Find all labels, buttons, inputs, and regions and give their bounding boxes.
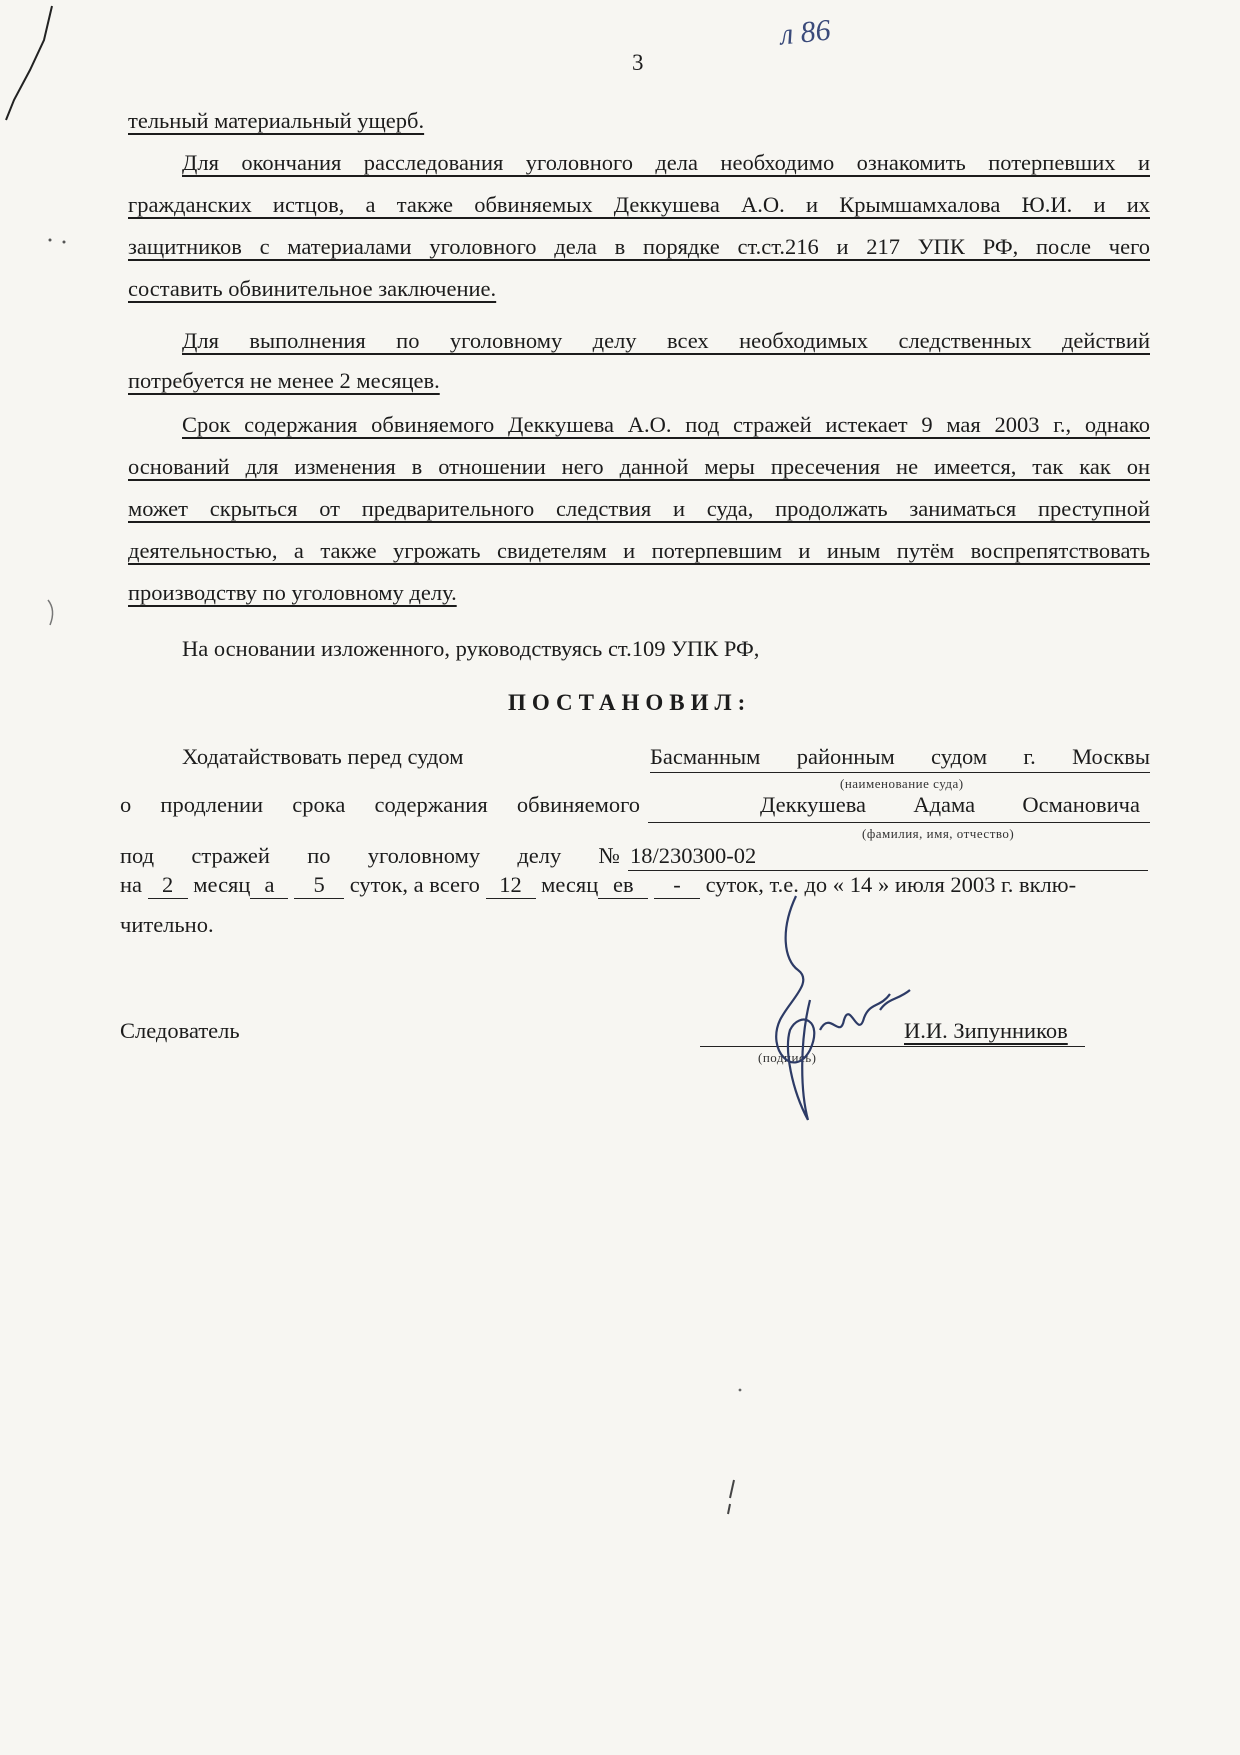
paragraph-3-line: Срок содержания обвиняемого Деккушева А.О. под стражей истекает 9 мая 2003 г., однако	[182, 412, 1150, 437]
paragraph-2-line: Для выполнения по уголовному делу всех необходимых следственных действий	[182, 328, 1150, 353]
paragraph-continuation: тельный материальный ущерб.	[128, 108, 425, 133]
months-suffix: а	[250, 872, 288, 899]
paragraph-4: На основании изложенного, руководствуясь ст.109 УПК РФ,	[182, 636, 760, 661]
months-value: 2	[148, 872, 188, 899]
paragraph-3-line: оснований для изменения в отношении него данной меры пресечения не имеется, так как он	[128, 454, 1150, 479]
paragraph-1-line: защитников с материалами уголовного дела в порядке ст.ст.216 и 217 УПК РФ, после чего	[128, 234, 1150, 259]
days-word: суток, а всего	[349, 872, 480, 897]
total-days-value: -	[654, 872, 700, 899]
until-text: суток, т.е. до «	[705, 872, 845, 897]
signer-role: Следователь	[120, 1018, 240, 1043]
handwritten-signature	[740, 890, 940, 1140]
petition-label: Ходатайствовать перед судом	[182, 744, 464, 769]
months-word: месяц	[193, 872, 251, 897]
signature-caption: (подпись)	[758, 1050, 817, 1065]
court-caption: (наименование суда)	[840, 776, 964, 791]
paragraph-2-line: потребуется не менее 2 месяцев.	[128, 368, 440, 393]
stray-dots	[700, 1380, 760, 1520]
accused-rule	[648, 822, 1150, 823]
margin-stroke	[0, 0, 60, 130]
paragraph-1-line: Для окончания расследования уголовного дела необходимо ознакомить потерпевших и	[182, 150, 1150, 175]
term-prefix: на	[120, 872, 143, 897]
margin-dots	[30, 220, 90, 640]
paragraph-1-line: составить обвинительное заключение.	[128, 276, 497, 301]
total-months-word: месяц	[541, 872, 599, 897]
page-number: 3	[632, 50, 644, 75]
stray-marks	[720, 1750, 740, 1754]
case-rule	[628, 870, 1148, 871]
extension-label: о продлении срока содержания обвиняемого	[120, 792, 640, 817]
accused-name: Деккушева Адама Османовича	[760, 792, 1140, 817]
until-day: 14	[849, 872, 873, 897]
days-value: 5	[294, 872, 344, 899]
court-name: Басманным районным судом г. Москвы	[650, 744, 1150, 769]
paragraph-3-line: деятельностью, а также угрожать свидетелям и потерпевшим и иным путём воспрепятствовать	[128, 538, 1150, 563]
paragraph-1-line: гражданских истцов, а также обвиняемых Деккушева А.О. и Крымшамхалова Ю.И. и их	[128, 192, 1150, 217]
paragraph-3-line: может скрыться от предварительного следствия и суда, продолжать заниматься преступной	[128, 496, 1150, 521]
until-tail: чительно.	[120, 912, 214, 937]
archive-mark: л 86	[778, 13, 833, 52]
case-number: 18/230300-02	[630, 843, 757, 868]
until-rest: » июля 2003 г. вклю-	[878, 872, 1077, 897]
resolution-heading: ПОСТАНОВИЛ:	[508, 690, 752, 715]
signer-name: И.И. Зипунников	[904, 1018, 1068, 1043]
court-rule	[650, 772, 1150, 773]
custody-label: под стражей по уголовному делу №	[120, 843, 620, 868]
total-months-value: 12	[486, 872, 536, 899]
total-months-suffix: ев	[598, 872, 648, 899]
accused-caption: (фамилия, имя, отчество)	[862, 826, 1015, 841]
paragraph-3-line: производству по уголовному делу.	[128, 580, 457, 605]
